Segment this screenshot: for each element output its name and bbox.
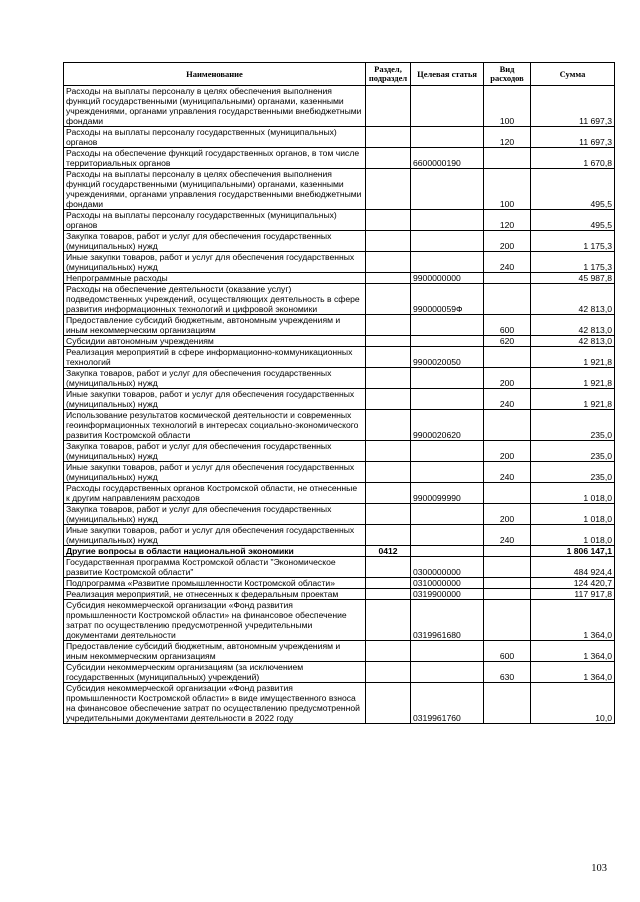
- cell-kind: [484, 273, 531, 284]
- cell-target: [411, 504, 484, 525]
- cell-name: Расходы на выплаты персоналу в целях обеспечения выполнения функций государственными (муниципальными) органами, казенными учреждениями, органами управления государственными внебюджетными фондами: [64, 86, 366, 127]
- cell-kind: 200: [484, 441, 531, 462]
- cell-section: [366, 347, 411, 368]
- cell-sum: 1 921,8: [531, 389, 615, 410]
- cell-sum: 1 175,3: [531, 252, 615, 273]
- cell-name: Субсидии некоммерческим организациям (за исключением государственных (муниципальных) учреждений): [64, 662, 366, 683]
- cell-target: 0319900000: [411, 589, 484, 600]
- cell-target: [411, 441, 484, 462]
- cell-target: 9900099990: [411, 483, 484, 504]
- cell-section: [366, 368, 411, 389]
- cell-name: Иные закупки товаров, работ и услуг для обеспечения государственных (муниципальных) нужд: [64, 389, 366, 410]
- cell-name: Реализация мероприятий, не отнесенных к федеральным проектам: [64, 589, 366, 600]
- cell-sum: 1 806 147,1: [531, 546, 615, 557]
- cell-section: [366, 315, 411, 336]
- cell-kind: 240: [484, 525, 531, 546]
- cell-kind: [484, 284, 531, 315]
- cell-sum: 11 697,3: [531, 86, 615, 127]
- cell-sum: 1 175,3: [531, 231, 615, 252]
- budget-table: [63, 62, 615, 724]
- table-row: [64, 284, 615, 315]
- table-row: [64, 600, 615, 641]
- cell-name: Реализация мероприятий в сфере информационно-коммуникационных технологий: [64, 347, 366, 368]
- cell-name: Другие вопросы в области национальной экономики: [64, 546, 366, 557]
- cell-target: [411, 127, 484, 148]
- cell-kind: 600: [484, 315, 531, 336]
- cell-section: [366, 127, 411, 148]
- cell-name: Закупка товаров, работ и услуг для обеспечения государственных (муниципальных) нужд: [64, 504, 366, 525]
- cell-target: 990000059Ф: [411, 284, 484, 315]
- header-section: Раздел, подраздел: [366, 63, 411, 86]
- cell-section: [366, 284, 411, 315]
- table-row: [64, 347, 615, 368]
- cell-section: [366, 557, 411, 578]
- cell-name: Расходы на выплаты персоналу государственных (муниципальных) органов: [64, 210, 366, 231]
- cell-section: [366, 578, 411, 589]
- cell-section: [366, 683, 411, 724]
- cell-section: [366, 210, 411, 231]
- cell-kind: 120: [484, 127, 531, 148]
- cell-sum: 495,5: [531, 210, 615, 231]
- cell-sum: 42 813,0: [531, 336, 615, 347]
- cell-kind: [484, 683, 531, 724]
- cell-kind: 100: [484, 169, 531, 210]
- cell-kind: 200: [484, 368, 531, 389]
- header-name: Наименование: [64, 63, 366, 86]
- cell-section: [366, 525, 411, 546]
- cell-sum: 1 670,8: [531, 148, 615, 169]
- cell-name: Субсидия некоммерческой организации «Фонд развития промышленности Костромской области» в виде имущественного взноса на финансовое обеспечение затрат по осуществлению предусмотренной учредительными документами деятельности в 2022 году: [64, 683, 366, 724]
- cell-kind: 620: [484, 336, 531, 347]
- table-row: [64, 483, 615, 504]
- cell-kind: [484, 578, 531, 589]
- table-row: [64, 315, 615, 336]
- table-row: [64, 504, 615, 525]
- table-row: [64, 389, 615, 410]
- cell-kind: [484, 557, 531, 578]
- cell-target: 0300000000: [411, 557, 484, 578]
- cell-name: Расходы государственных органов Костромской области, не отнесенные к другим направлениям расходов: [64, 483, 366, 504]
- cell-sum: 42 813,0: [531, 315, 615, 336]
- cell-kind: [484, 589, 531, 600]
- cell-name: Использование результатов космической деятельности и современных геоинформационных технологий в интересах социально-экономического развития Костромской области: [64, 410, 366, 441]
- cell-target: [411, 662, 484, 683]
- cell-sum: 495,5: [531, 169, 615, 210]
- cell-section: [366, 410, 411, 441]
- cell-section: [366, 662, 411, 683]
- cell-section: [366, 504, 411, 525]
- cell-target: [411, 462, 484, 483]
- cell-sum: 1 018,0: [531, 483, 615, 504]
- cell-sum: 117 917,8: [531, 589, 615, 600]
- cell-name: Расходы на выплаты персоналу государственных (муниципальных) органов: [64, 127, 366, 148]
- cell-kind: [484, 148, 531, 169]
- table-row: [64, 336, 615, 347]
- cell-target: 9900000000: [411, 273, 484, 284]
- cell-target: [411, 641, 484, 662]
- cell-kind: 240: [484, 389, 531, 410]
- table-row: [64, 683, 615, 724]
- table-row: [64, 410, 615, 441]
- cell-section: [366, 169, 411, 210]
- cell-sum: 1 921,8: [531, 347, 615, 368]
- cell-sum: 11 697,3: [531, 127, 615, 148]
- cell-sum: 1 921,8: [531, 368, 615, 389]
- cell-section: [366, 600, 411, 641]
- cell-kind: 100: [484, 86, 531, 127]
- cell-sum: 235,0: [531, 441, 615, 462]
- header-target: Целевая статья: [411, 63, 484, 86]
- cell-section: [366, 252, 411, 273]
- cell-name: Иные закупки товаров, работ и услуг для обеспечения государственных (муниципальных) нужд: [64, 252, 366, 273]
- header-kind: Вид расходов: [484, 63, 531, 86]
- cell-name: Предоставление субсидий бюджетным, автономным учреждениям и иным некоммерческим организациям: [64, 641, 366, 662]
- cell-kind: 200: [484, 504, 531, 525]
- table-row: [64, 441, 615, 462]
- table-row: [64, 127, 615, 148]
- cell-target: [411, 546, 484, 557]
- cell-kind: 630: [484, 662, 531, 683]
- cell-target: [411, 210, 484, 231]
- cell-sum: 1 018,0: [531, 525, 615, 546]
- page-number: 103: [591, 863, 607, 874]
- cell-target: 0319961760: [411, 683, 484, 724]
- table-body: [64, 86, 615, 724]
- table-row: [64, 641, 615, 662]
- table-row: [64, 589, 615, 600]
- cell-section: [366, 589, 411, 600]
- cell-kind: 600: [484, 641, 531, 662]
- cell-kind: [484, 600, 531, 641]
- cell-name: Закупка товаров, работ и услуг для обеспечения государственных (муниципальных) нужд: [64, 441, 366, 462]
- cell-name: Закупка товаров, работ и услуг для обеспечения государственных (муниципальных) нужд: [64, 231, 366, 252]
- table-row: [64, 231, 615, 252]
- cell-sum: 1 364,0: [531, 600, 615, 641]
- cell-kind: 240: [484, 252, 531, 273]
- cell-name: Предоставление субсидий бюджетным, автономным учреждениям и иным некоммерческим организациям: [64, 315, 366, 336]
- cell-name: Закупка товаров, работ и услуг для обеспечения государственных (муниципальных) нужд: [64, 368, 366, 389]
- cell-sum: 45 987,8: [531, 273, 615, 284]
- table-row: [64, 368, 615, 389]
- cell-kind: [484, 546, 531, 557]
- cell-target: [411, 368, 484, 389]
- cell-target: [411, 86, 484, 127]
- cell-sum: 235,0: [531, 462, 615, 483]
- cell-kind: [484, 410, 531, 441]
- table-row: [64, 557, 615, 578]
- cell-target: [411, 169, 484, 210]
- cell-name: Субсидия некоммерческой организации «Фонд развития промышленности Костромской области» на финансовое обеспечение затрат по осуществлению предусмотренной учредительными документами деятельности: [64, 600, 366, 641]
- cell-target: 0310000000: [411, 578, 484, 589]
- table-row: [64, 525, 615, 546]
- cell-sum: 1 018,0: [531, 504, 615, 525]
- cell-kind: 240: [484, 462, 531, 483]
- table-header-row: [64, 63, 615, 86]
- cell-name: Подпрограмма «Развитие промышленности Костромской области»: [64, 578, 366, 589]
- cell-sum: 10,0: [531, 683, 615, 724]
- cell-section: [366, 483, 411, 504]
- table-row: [64, 252, 615, 273]
- cell-name: Иные закупки товаров, работ и услуг для обеспечения государственных (муниципальных) нужд: [64, 525, 366, 546]
- cell-section: [366, 86, 411, 127]
- table-row: [64, 210, 615, 231]
- cell-target: 9900020050: [411, 347, 484, 368]
- cell-name: Расходы на выплаты персоналу в целях обеспечения выполнения функций государственными (муниципальными) органами, казенными учреждениями, органами управления государственными внебюджетными фондами: [64, 169, 366, 210]
- cell-name: Субсидии автономным учреждениям: [64, 336, 366, 347]
- cell-target: 0319961680: [411, 600, 484, 641]
- cell-section: 0412: [366, 546, 411, 557]
- cell-name: Государственная программа Костромской области "Экономическое развитие Костромской области": [64, 557, 366, 578]
- cell-target: [411, 231, 484, 252]
- cell-target: 6600000190: [411, 148, 484, 169]
- cell-section: [366, 462, 411, 483]
- table-row: [64, 273, 615, 284]
- cell-kind: 120: [484, 210, 531, 231]
- cell-section: [366, 336, 411, 347]
- cell-target: [411, 252, 484, 273]
- cell-section: [366, 273, 411, 284]
- cell-section: [366, 641, 411, 662]
- cell-name: Расходы на обеспечение функций государственных органов, в том числе территориальных органов: [64, 148, 366, 169]
- cell-target: 9900020620: [411, 410, 484, 441]
- cell-section: [366, 231, 411, 252]
- table-row: [64, 546, 615, 557]
- cell-target: [411, 389, 484, 410]
- cell-kind: 200: [484, 231, 531, 252]
- table-row: [64, 169, 615, 210]
- table-row: [64, 86, 615, 127]
- table-row: [64, 148, 615, 169]
- table-row: [64, 578, 615, 589]
- cell-target: [411, 525, 484, 546]
- cell-name: Иные закупки товаров, работ и услуг для обеспечения государственных (муниципальных) нужд: [64, 462, 366, 483]
- cell-sum: 484 924,4: [531, 557, 615, 578]
- table-row: [64, 462, 615, 483]
- table-row: [64, 662, 615, 683]
- cell-kind: [484, 483, 531, 504]
- cell-section: [366, 148, 411, 169]
- cell-sum: 42 813,0: [531, 284, 615, 315]
- cell-target: [411, 336, 484, 347]
- cell-target: [411, 315, 484, 336]
- cell-section: [366, 441, 411, 462]
- cell-name: Непрограммные расходы: [64, 273, 366, 284]
- cell-kind: [484, 347, 531, 368]
- cell-section: [366, 389, 411, 410]
- header-sum: Сумма: [531, 63, 615, 86]
- cell-sum: 235,0: [531, 410, 615, 441]
- cell-sum: 1 364,0: [531, 662, 615, 683]
- cell-sum: 124 420,7: [531, 578, 615, 589]
- cell-sum: 1 364,0: [531, 641, 615, 662]
- cell-name: Расходы на обеспечение деятельности (оказание услуг) подведомственных учреждений, осуществляющих деятельность в сфере развития информационных технологий и цифровой экономики: [64, 284, 366, 315]
